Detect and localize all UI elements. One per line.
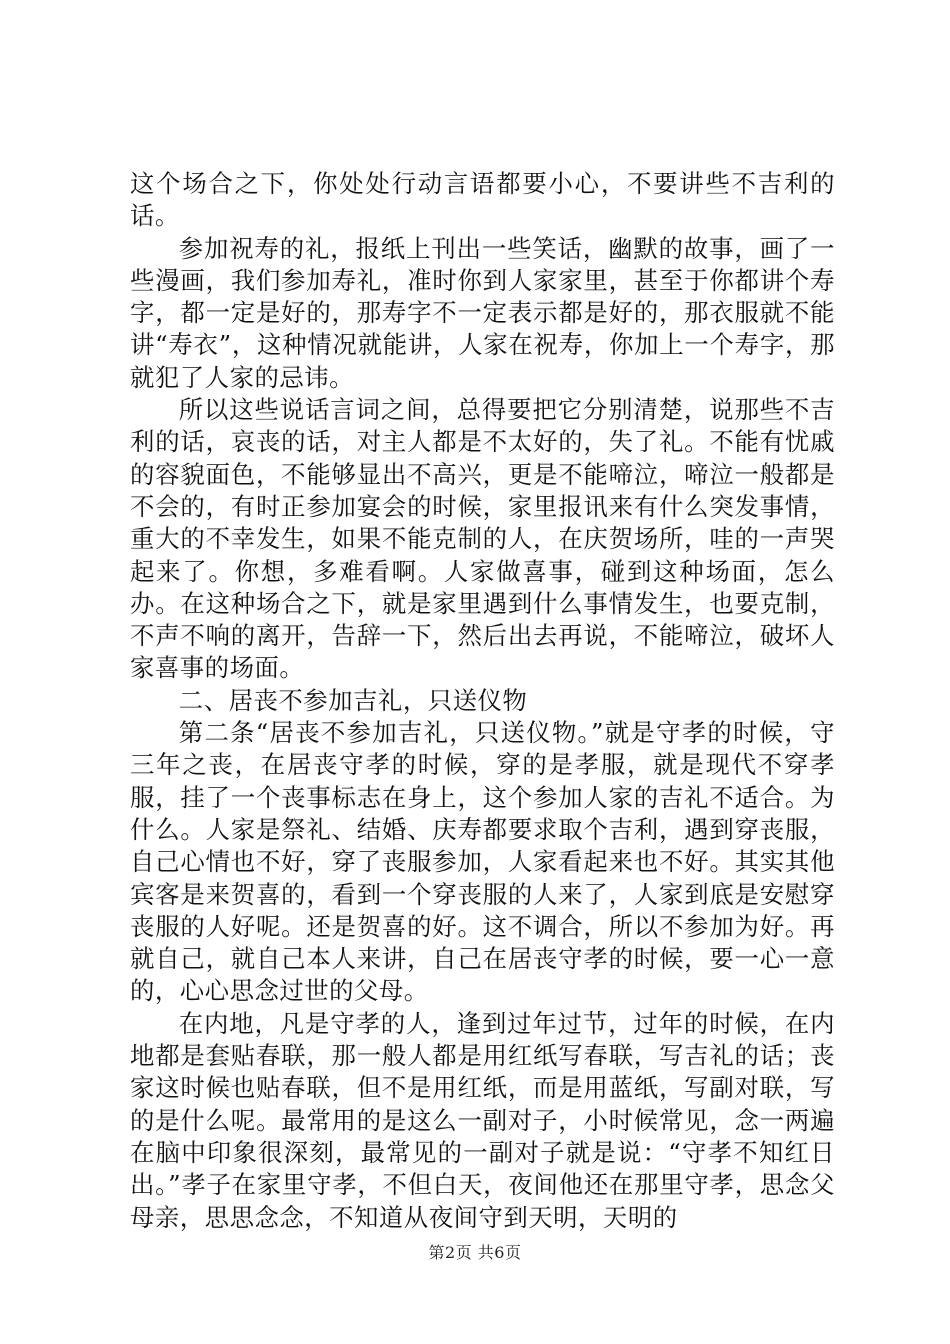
paragraph-continuation: 这个场合之下，你处处行动言语都要小心，不要讲些不吉利的话。 (130, 169, 835, 231)
paragraph-spring-couplets: 在内地，凡是守孝的人，逢到过年过节，过年的时候，在内地都是套贴春联，那一般人都是用红纸写春联，写吉礼的话；丧家这时候也贴春联，但不是用红纸，而是用蓝纸，写副对联，写的是什么呢。最常用的是这么一副对子，小时候常见，念一两遍在脑中印象很深刻，最常见的一副对子就是说：“守孝不知红日出。”孝子在家里守孝，不但白天，夜间他还在那里守孝，思念父母亲，思思念念，不知道从夜间守到天明，天明的 (130, 1008, 835, 1232)
page-number-footer: 第2页 共6页 (428, 1243, 522, 1262)
paragraph-speech-caution: 所以这些说话言词之间，总得要把它分别清楚，说那些不吉利的话，哀丧的话，对主人都是不太好的，失了礼。不能有忧戚的容貌面色，不能够显出不高兴，更是不能啼泣，啼泣一般都是不会的，有时正参加宴会的时候，家里报讯来有什么突发事情，重大的不幸发生，如果不能克制的人，在庆贺场所，哇的一声哭起来了。你想，多难看啊。人家做喜事，碰到这种场面，怎么办。在这种场合之下，就是家里遇到什么事情发生，也要克制，不声不响的离开，告辞一下，然后出去再说，不能啼泣，破坏人家喜事的场面。 (130, 395, 835, 683)
paragraph-mourning-rule: 第二条“居丧不参加吉礼，只送仪物。”就是守孝的时候，守三年之丧，在居丧守孝的时候，穿的是孝服，就是现代不穿孝服，挂了一个丧事标志在身上，这个参加人家的吉礼不适合。为什么。人家是祭礼、结婚、庆寿都要求取个吉利，遇到穿丧服，自己心情也不好，穿了丧服参加，人家看起来也不好。其实其他宾客是来贺喜的，看到一个穿丧服的人来了，人家到底是安慰穿丧服的人好呢。还是贺喜的好。这不调合，所以不参加为好。再就自己，就自己本人来讲，自己在居丧守孝的时候，要一心一意的，心心思念过世的父母。 (130, 718, 835, 1006)
section-heading: 二、居丧不参加吉礼，只送仪物 (178, 685, 528, 715)
document-body (130, 168, 835, 1234)
paragraph-birthday-etiquette: 参加祝寿的礼，报纸上刊出一些笑话，幽默的故事，画了一些漫画，我们参加寿礼，准时你到人家家里，甚至于你都讲个寿字，都一定是好的，那寿字不一定表示都是好的，那衣服就不能讲“寿衣”，这种情况就能讲，人家在祝寿，你加上一个寿字，那就犯了人家的忌讳。 (130, 233, 835, 392)
